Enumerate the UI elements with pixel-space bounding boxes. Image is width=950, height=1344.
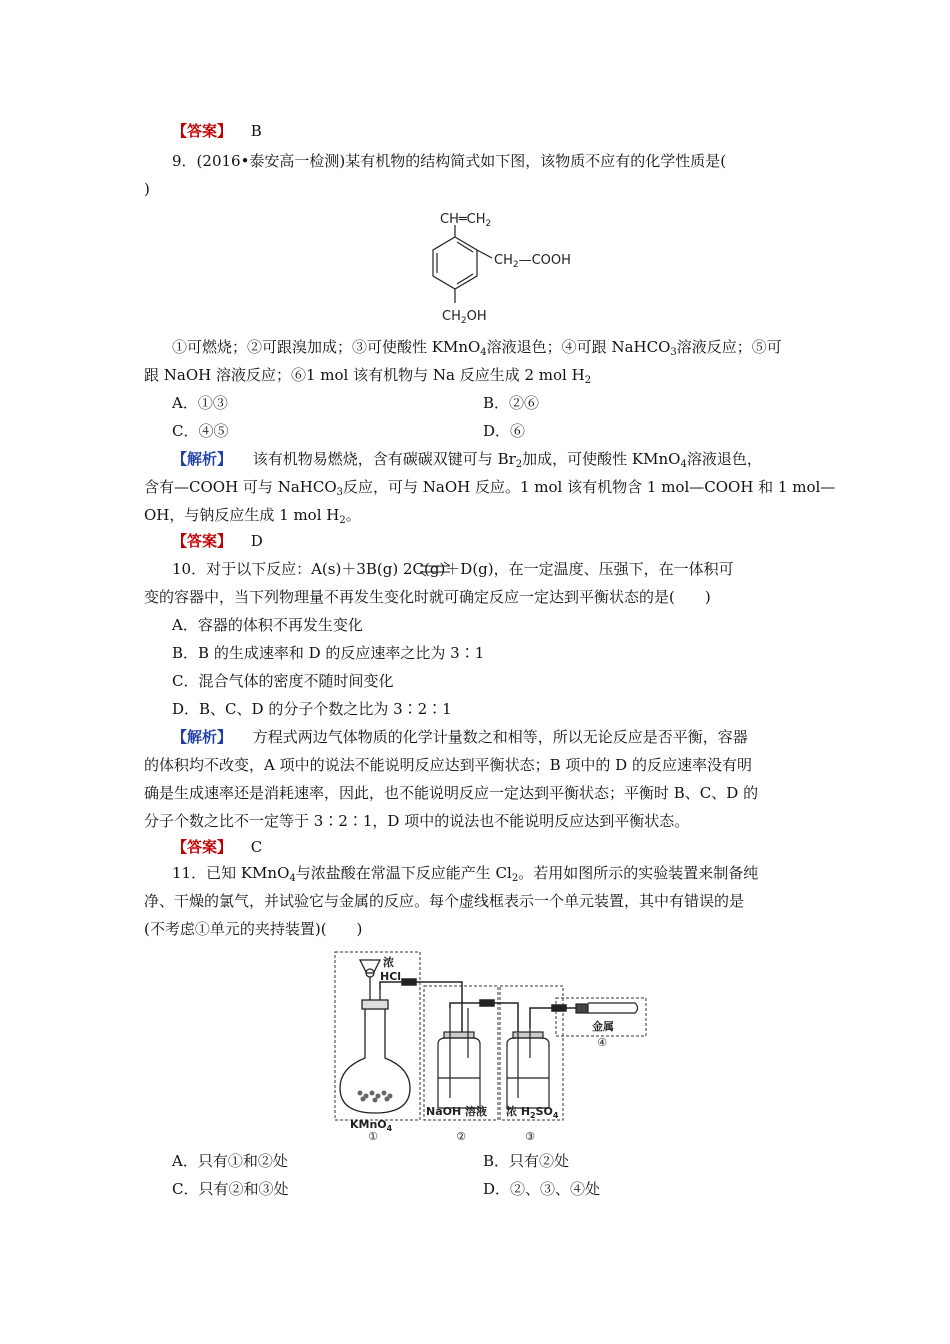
q9-option-a: A．①③ xyxy=(172,394,228,412)
q9-analysis-line3: OH，与钠反应生成 1 mol $H_2$。 xyxy=(144,506,361,526)
q9-options-row1 xyxy=(172,392,772,414)
analysis-tag: 【解析】 xyxy=(172,450,233,468)
analysis-tag: 【解析】 xyxy=(172,728,233,746)
answer-value: D xyxy=(250,532,263,550)
answer-value: B xyxy=(250,122,262,140)
q11-stem-line1: 11．已知 KMnO$_4$与浓盐酸在常温下反应能产生 $Cl_2$。若用如图所示的实验装置来制备纯 xyxy=(172,864,759,884)
q9-option-b: B．②⑥ xyxy=(483,394,540,412)
q9-analysis-line2: 含有—COOH 可与 NaHCO$_3$反应，可与 NaOH 反应。1 mol 该有机物含 1 mol—COOH 和 1 mol— xyxy=(144,478,836,498)
svg-text:④: ④ xyxy=(597,1036,607,1049)
answer-value: C xyxy=(250,838,263,856)
q10-analysis-line2: 的体积均不改变，A 项中的说法不能说明反应达到平衡状态；B 项中的 D 的反应速率没有明 xyxy=(144,756,752,774)
svg-text:③: ③ xyxy=(525,1130,535,1143)
q11-option-b: B．只有②处 xyxy=(483,1152,570,1170)
q10-stem-line2: 变的容器中，当下列物理量不再发生变化时就可确定反应一定达到平衡状态的是( ) xyxy=(144,588,711,606)
q10-analysis-line3: 确是生成速率还是消耗速率，因此，也不能说明反应一定达到平衡状态；平衡时 B、C、D 的 xyxy=(144,784,759,802)
q11-option-a: A．只有①和②处 xyxy=(172,1152,288,1170)
drying-bottle-icon xyxy=(507,1028,549,1108)
q10-stem-line1: 10．对于以下反应：A(s)＋3B(g) 2C(g)＋D(g)，在一定温度、压强下，在一体积可 xyxy=(172,560,734,578)
q9-properties-line1: ①可燃烧；②可跟溴加成；③可使酸性 KMnO$_4$溶液退色；④可跟 NaHCO$_3$溶液反应；⑤可 xyxy=(172,338,782,358)
hydroxymethyl-group: $CH_2OH$ xyxy=(442,309,487,326)
q9-properties-line2: 跟 NaOH 溶液反应；⑥1 mol 该有机物与 Na 反应生成 2 mol $H_2$ xyxy=(144,366,592,386)
test-tube-icon xyxy=(576,1003,638,1013)
q10-analysis-line1: 【解析】 方程式两边气体物质的化学计量数之和相等，所以无论反应是否平衡，容器 xyxy=(172,728,748,746)
q11-stem-line3: (不考虑①单元的夹持装置)( ) xyxy=(144,920,363,938)
q11-stem-line2: 净、干燥的氯气，并试验它与金属的反应。每个虚线框表示一个单元装置，其中有错误的是 xyxy=(144,892,745,910)
q10-option-d: D．B、C、D 的分子个数之比为 3∶2∶1 xyxy=(172,700,452,718)
h2so4-label: 浓 $H_2SO_4$ xyxy=(506,1105,559,1120)
q9-structure-formula xyxy=(410,205,580,330)
q10-option-a: A．容器的体积不再发生变化 xyxy=(172,616,363,634)
q10-option-c: C．混合气体的密度不随时间变化 xyxy=(172,672,394,690)
q9-stem-line2: ) xyxy=(144,180,150,198)
q10-answer xyxy=(172,836,262,858)
answer-tag: 【答案】 xyxy=(172,838,233,856)
answer-8 xyxy=(172,120,262,142)
carboxymethyl-group: $CH_2—COOH$ xyxy=(494,253,571,270)
svg-text:①: ① xyxy=(368,1130,378,1143)
q10-analysis-line4: 分子个数之比不一定等于 3∶2∶1，D 项中的说法也不能说明反应达到平衡状态。 xyxy=(144,812,690,830)
q9-stem-line1: 9．(2016•泰安高一检测)某有机物的结构简式如下图，该物质不应有的化学性质是( xyxy=(172,152,727,170)
q11-options-row2 xyxy=(172,1178,772,1200)
q11-apparatus-diagram xyxy=(330,948,655,1143)
q9-options-row2 xyxy=(172,420,772,442)
vinyl-group: $CH═CH_2$ xyxy=(440,212,492,229)
q9-answer xyxy=(172,530,263,552)
q10-option-b: B．B 的生成速率和 D 的反应速率之比为 3∶1 xyxy=(172,644,485,662)
answer-tag: 【答案】 xyxy=(172,122,233,140)
benzene-ring xyxy=(433,237,477,289)
wash-bottle-icon xyxy=(438,1008,480,1108)
svg-text:②: ② xyxy=(456,1130,466,1143)
svg-text:NaOH 溶液: NaOH 溶液 xyxy=(426,1105,488,1118)
q11-option-d: D．②、③、④处 xyxy=(483,1180,601,1198)
reversible-arrow-icon xyxy=(416,558,456,580)
q11-options-row1 xyxy=(172,1150,772,1172)
answer-tag: 【答案】 xyxy=(172,532,233,550)
q9-option-c: C．④⑤ xyxy=(172,422,229,440)
svg-text:浓: 浓 xyxy=(383,956,394,969)
q9-analysis-line1: 【解析】 该有机物易燃烧，含有碳碳双键可与 $Br_2$加成，可使酸性 KMnO$_4$溶液退色， xyxy=(172,450,762,470)
svg-text:HCl: HCl xyxy=(380,970,402,983)
q11-option-c: C．只有②和③处 xyxy=(172,1180,289,1198)
q9-option-d: D．⑥ xyxy=(483,422,526,440)
svg-text:金属: 金属 xyxy=(592,1020,614,1033)
kmno4-label: KMnO$_4$ xyxy=(350,1118,393,1133)
